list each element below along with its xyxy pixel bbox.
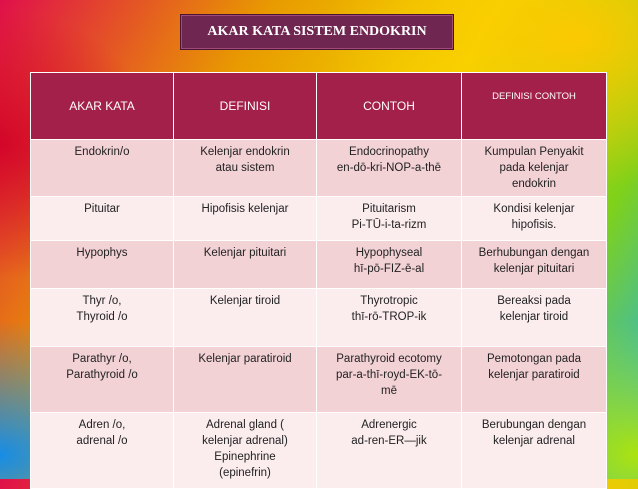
cell-contoh: Endocrinopathy en-dō-kri-NOP-a-thē xyxy=(317,140,462,197)
cell-akar-kata: Parathyr /o, Parathyroid /o xyxy=(31,347,174,413)
cell-akar-kata: Adren /o, adrenal /o xyxy=(31,413,174,489)
cell-contoh: Pituitarism Pi-TŪ-i-ta-rizm xyxy=(317,197,462,241)
cell-definisi-contoh: Kondisi kelenjar hipofisis. xyxy=(462,197,607,241)
header-definisi-contoh: DEFINISI CONTOH xyxy=(462,73,607,140)
cell-contoh: Hypophyseal hī-pō-FIZ-ē-al xyxy=(317,241,462,289)
cell-definisi: Kelenjar pituitari xyxy=(174,241,317,289)
table-row xyxy=(31,413,607,489)
cell-definisi-contoh: Berhubungan dengan kelenjar pituitari xyxy=(462,241,607,289)
table-row xyxy=(31,289,607,347)
cell-definisi: Kelenjar tiroid xyxy=(174,289,317,347)
cell-contoh: Parathyroid ecotomy par-a-thī-royd-EK-tō- mē xyxy=(317,347,462,413)
root-word-table xyxy=(30,72,607,489)
cell-akar-kata: Thyr /o, Thyroid /o xyxy=(31,289,174,347)
cell-definisi: Hipofisis kelenjar xyxy=(174,197,317,241)
slide-title: AKAR KATA SISTEM ENDOKRIN xyxy=(180,14,454,50)
cell-definisi: Adrenal gland ( kelenjar adrenal) Epinephrine (epinefrin) xyxy=(174,413,317,489)
cell-akar-kata: Pituitar xyxy=(31,197,174,241)
cell-akar-kata: Endokrin/o xyxy=(31,140,174,197)
cell-akar-kata: Hypophys xyxy=(31,241,174,289)
cell-definisi: Kelenjar paratiroid xyxy=(174,347,317,413)
cell-definisi-contoh: Bereaksi pada kelenjar tiroid xyxy=(462,289,607,347)
table-row xyxy=(31,140,607,197)
header-akar-kata: AKAR KATA xyxy=(31,73,174,140)
table-header-row xyxy=(31,73,607,140)
cell-contoh: Thyrotropic thī-rō-TROP-ik xyxy=(317,289,462,347)
cell-definisi-contoh: Kumpulan Penyakit pada kelenjar endokrin xyxy=(462,140,607,197)
cell-contoh: Adrenergic ad-ren-ER—jik xyxy=(317,413,462,489)
table-row xyxy=(31,347,607,413)
cell-definisi: Kelenjar endokrin atau sistem xyxy=(174,140,317,197)
cell-definisi-contoh: Pemotongan pada kelenjar paratiroid xyxy=(462,347,607,413)
header-definisi: DEFINISI xyxy=(174,73,317,140)
header-contoh: CONTOH xyxy=(317,73,462,140)
cell-definisi-contoh: Berubungan dengan kelenjar adrenal xyxy=(462,413,607,489)
table-row xyxy=(31,241,607,289)
table-row xyxy=(31,197,607,241)
